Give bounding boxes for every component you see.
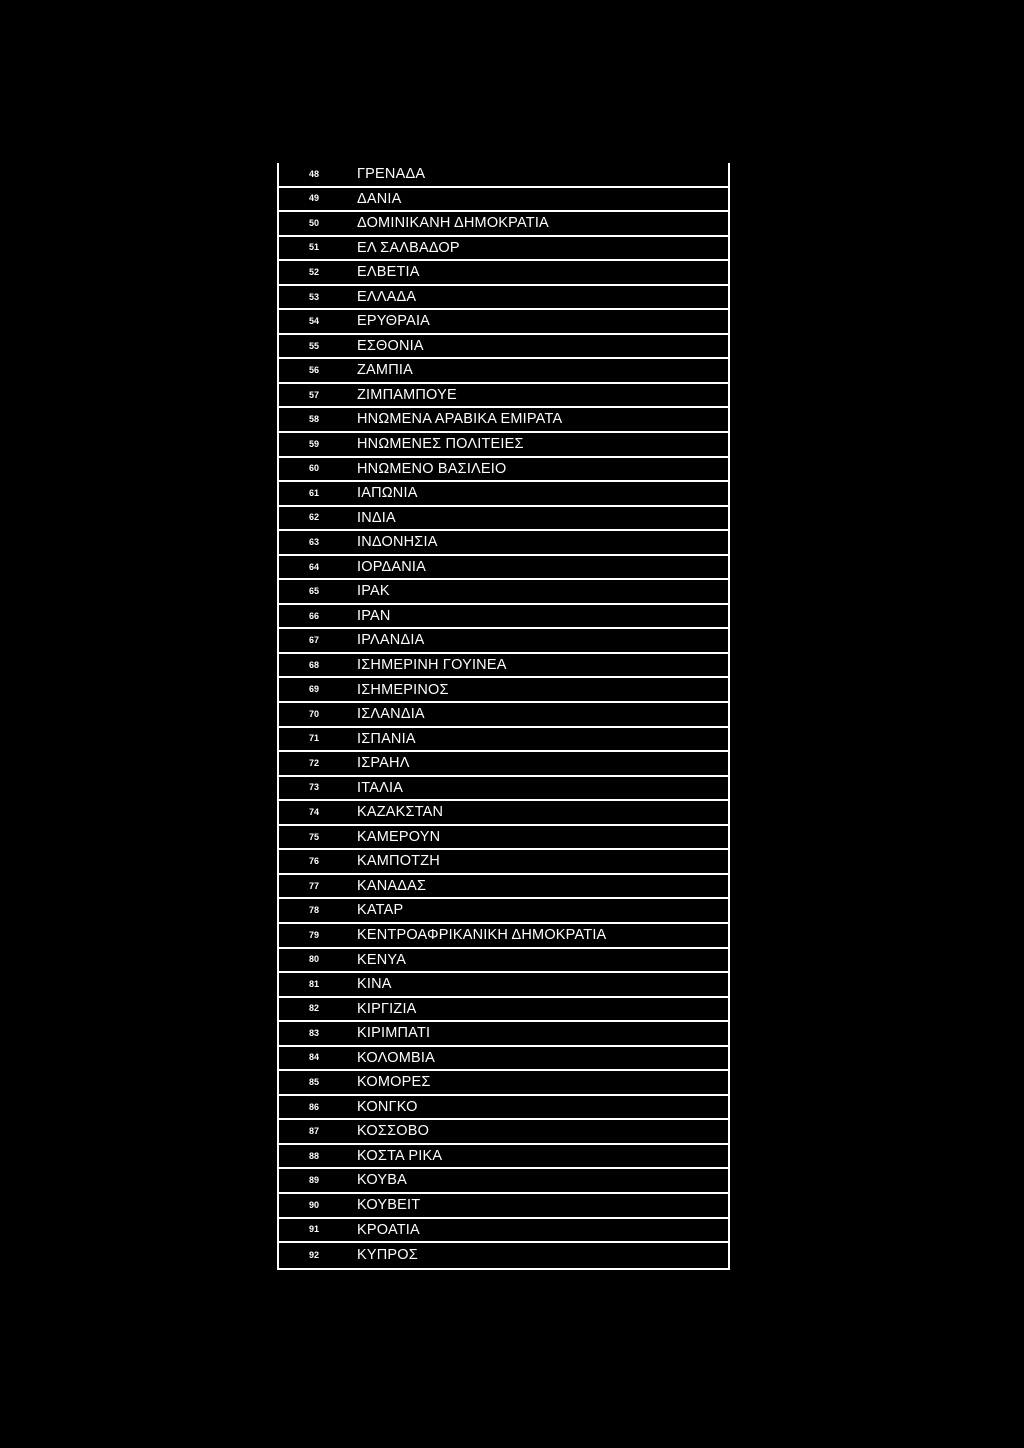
country-name: ΖΑΜΠΙΑ bbox=[357, 362, 413, 379]
row-number: 76 bbox=[309, 856, 320, 867]
table-row bbox=[279, 949, 728, 974]
row-number: 84 bbox=[309, 1052, 320, 1063]
table-row bbox=[279, 482, 728, 507]
table-row bbox=[279, 310, 728, 335]
country-name: ΕΣΘΟΝΙΑ bbox=[357, 337, 424, 354]
table-row bbox=[279, 188, 728, 213]
row-number: 57 bbox=[309, 389, 320, 400]
country-name: ΕΛ ΣΑΛΒΑΔΟΡ bbox=[357, 239, 460, 256]
table-row bbox=[279, 237, 728, 262]
table-row bbox=[279, 458, 728, 483]
row-number: 79 bbox=[309, 929, 320, 940]
country-name: ΕΛΒΕΤΙΑ bbox=[357, 264, 420, 281]
table-row bbox=[279, 212, 728, 237]
table-row bbox=[279, 801, 728, 826]
table-row bbox=[279, 752, 728, 777]
row-number: 52 bbox=[309, 266, 320, 277]
country-name: ΚΑΜΠΟΤΖΗ bbox=[357, 853, 440, 870]
country-name: ΚΑΜΕΡΟΥΝ bbox=[357, 828, 441, 845]
country-name: ΚΟΥΒΕΙΤ bbox=[357, 1196, 421, 1213]
table-row bbox=[279, 850, 728, 875]
table-row bbox=[279, 1071, 728, 1096]
country-name: ΚΥΠΡΟΣ bbox=[357, 1247, 418, 1264]
country-name: ΚΟΥΒΑ bbox=[357, 1172, 408, 1189]
row-number: 66 bbox=[309, 610, 320, 621]
country-name: ΚΟΛΟΜΒΙΑ bbox=[357, 1049, 435, 1066]
table-row bbox=[279, 384, 728, 409]
country-name: ΙΝΔΟΝΗΣΙΑ bbox=[357, 534, 438, 551]
table-row bbox=[279, 1047, 728, 1072]
table-row bbox=[279, 580, 728, 605]
country-name: ΙΣΗΜΕΡΙΝΟΣ bbox=[357, 681, 449, 698]
table-row bbox=[279, 728, 728, 753]
table-row bbox=[279, 1243, 728, 1268]
row-number: 73 bbox=[309, 782, 320, 793]
row-number: 67 bbox=[309, 635, 320, 646]
country-name: ΚΙΝΑ bbox=[357, 976, 392, 993]
table-row bbox=[279, 433, 728, 458]
country-name: ΚΟΣΣΟΒΟ bbox=[357, 1123, 430, 1140]
row-number: 89 bbox=[309, 1175, 320, 1186]
row-number: 59 bbox=[309, 438, 320, 449]
row-number: 74 bbox=[309, 806, 320, 817]
table-row bbox=[279, 1120, 728, 1145]
row-number: 69 bbox=[309, 684, 320, 695]
row-number: 72 bbox=[309, 757, 320, 768]
country-name: ΙΤΑΛΙΑ bbox=[357, 779, 404, 796]
row-number: 63 bbox=[309, 536, 320, 547]
row-number: 60 bbox=[309, 463, 320, 474]
table-row bbox=[279, 973, 728, 998]
table-row bbox=[279, 629, 728, 654]
country-name: ΚΕΝΤΡΟΑΦΡΙΚΑΝΙΚΗ ΔΗΜΟΚΡΑΤΙΑ bbox=[357, 926, 607, 943]
country-name: ΚΑΝΑΔΑΣ bbox=[357, 877, 427, 894]
row-number: 77 bbox=[309, 880, 320, 891]
row-number: 55 bbox=[309, 340, 320, 351]
row-number: 71 bbox=[309, 733, 320, 744]
country-name: ΙΡΑΝ bbox=[357, 607, 391, 624]
row-number: 81 bbox=[309, 978, 320, 989]
country-name: ΕΛΛΑΔΑ bbox=[357, 288, 417, 305]
row-number: 56 bbox=[309, 365, 320, 376]
row-number: 53 bbox=[309, 291, 320, 302]
country-name: ΔΟΜΙΝΙΚΑΝΗ ΔΗΜΟΚΡΑΤΙΑ bbox=[357, 215, 549, 232]
country-name: ΚΙΡΙΜΠΑΤΙ bbox=[357, 1025, 431, 1042]
row-number: 70 bbox=[309, 708, 320, 719]
row-number: 68 bbox=[309, 659, 320, 670]
table-row bbox=[279, 531, 728, 556]
country-name: ΚΙΡΓΙΖΙΑ bbox=[357, 1000, 417, 1017]
country-name: ΙΣΛΑΝΔΙΑ bbox=[357, 706, 425, 723]
country-name: ΙΟΡΔΑΝΙΑ bbox=[357, 558, 427, 575]
row-number: 65 bbox=[309, 586, 320, 597]
row-number: 91 bbox=[309, 1224, 320, 1235]
country-name: ΙΝΔΙΑ bbox=[357, 509, 396, 526]
table-row bbox=[279, 605, 728, 630]
table-row bbox=[279, 1219, 728, 1244]
row-number: 92 bbox=[309, 1249, 320, 1260]
country-name: ΚΟΜΟΡΕΣ bbox=[357, 1074, 431, 1091]
country-name: ΚΑΖΑΚΣΤΑΝ bbox=[357, 804, 444, 821]
table-row bbox=[279, 678, 728, 703]
row-number: 82 bbox=[309, 1003, 320, 1014]
country-name: ΗΝΩΜΕΝΕΣ ΠΟΛΙΤΕΙΕΣ bbox=[357, 436, 524, 453]
table-row bbox=[279, 924, 728, 949]
row-number: 62 bbox=[309, 512, 320, 523]
country-name: ΙΡΑΚ bbox=[357, 583, 390, 600]
row-number: 51 bbox=[309, 242, 320, 253]
table-row bbox=[279, 777, 728, 802]
table-row bbox=[279, 335, 728, 360]
country-name: ΙΣΠΑΝΙΑ bbox=[357, 730, 416, 747]
row-number: 88 bbox=[309, 1150, 320, 1161]
row-number: 50 bbox=[309, 217, 320, 228]
country-name: ΚΟΝΓΚΟ bbox=[357, 1098, 418, 1115]
table-row bbox=[279, 1022, 728, 1047]
table-row bbox=[279, 163, 728, 188]
country-name: ΕΡΥΘΡΑΙΑ bbox=[357, 313, 431, 330]
table-row bbox=[279, 359, 728, 384]
country-name: ΗΝΩΜΕΝΑ ΑΡΑΒΙΚΑ ΕΜΙΡΑΤΑ bbox=[357, 411, 563, 428]
country-name: ΚΡΟΑΤΙΑ bbox=[357, 1221, 420, 1238]
country-name: ΔΑΝΙΑ bbox=[357, 190, 402, 207]
table-row bbox=[279, 654, 728, 679]
country-name: ΖΙΜΠΑΜΠΟΥΕ bbox=[357, 386, 457, 403]
country-name: ΙΑΠΩΝΙΑ bbox=[357, 485, 418, 502]
row-number: 78 bbox=[309, 905, 320, 916]
row-number: 90 bbox=[309, 1199, 320, 1210]
row-number: 54 bbox=[309, 316, 320, 327]
table-row bbox=[279, 703, 728, 728]
table-row bbox=[279, 1169, 728, 1194]
country-name: ΚΟΣΤΑ ΡΙΚΑ bbox=[357, 1147, 443, 1164]
table-row bbox=[279, 899, 728, 924]
row-number: 64 bbox=[309, 561, 320, 572]
country-name: ΓΡΕΝΑΔΑ bbox=[357, 166, 426, 183]
row-number: 83 bbox=[309, 1027, 320, 1038]
row-number: 86 bbox=[309, 1101, 320, 1112]
country-name: ΙΣΡΑΗΛ bbox=[357, 755, 410, 772]
country-name: ΗΝΩΜΕΝΟ ΒΑΣΙΛΕΙΟ bbox=[357, 460, 507, 477]
row-number: 49 bbox=[309, 193, 320, 204]
country-table bbox=[277, 163, 730, 1270]
table-row bbox=[279, 998, 728, 1023]
row-number: 61 bbox=[309, 487, 320, 498]
row-number: 80 bbox=[309, 954, 320, 965]
row-number: 75 bbox=[309, 831, 320, 842]
table-row bbox=[279, 826, 728, 851]
table-row bbox=[279, 408, 728, 433]
row-number: 85 bbox=[309, 1077, 320, 1087]
table-row bbox=[279, 556, 728, 581]
country-name: ΙΣΗΜΕΡΙΝΗ ΓΟΥΙΝΕΑ bbox=[357, 656, 507, 673]
table-row bbox=[279, 286, 728, 311]
table-row bbox=[279, 507, 728, 532]
table-row bbox=[279, 1145, 728, 1170]
row-number: 48 bbox=[309, 168, 320, 179]
table-row bbox=[279, 1194, 728, 1219]
table-row bbox=[279, 875, 728, 900]
table-row bbox=[279, 1096, 728, 1121]
country-name: ΚΕΝΥΑ bbox=[357, 951, 407, 968]
table-row bbox=[279, 261, 728, 286]
country-name: ΚΑΤΑΡ bbox=[357, 902, 404, 919]
row-number: 87 bbox=[309, 1126, 320, 1137]
row-number: 58 bbox=[309, 414, 320, 425]
country-name: ΙΡΛΑΝΔΙΑ bbox=[357, 632, 425, 649]
